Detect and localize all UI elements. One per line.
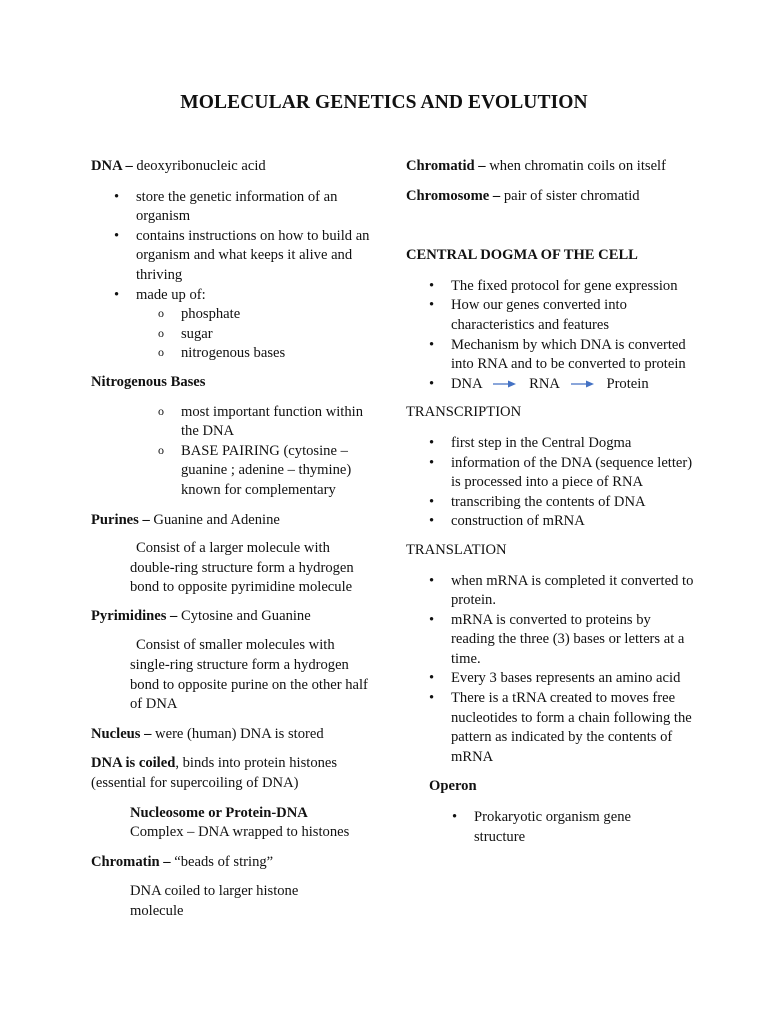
list-item: • transcribing the contents of DNA <box>406 493 696 513</box>
operon-list <box>406 808 696 847</box>
list-item: o phosphate <box>91 305 375 325</box>
list-item: • mRNA is converted to proteins by reading the three (3) bases or letters at a time. <box>406 611 696 670</box>
chromatin-body: DNA coiled to larger histone molecule <box>130 883 299 919</box>
chromatid-definition: Chromatid – when chromatin coils on itself <box>406 158 666 174</box>
transcription-heading: TRANSCRIPTION <box>406 404 522 421</box>
purines-definition: Purines – Guanine and Adenine <box>91 511 280 528</box>
nucleosome-definition: Complex – DNA wrapped to histones <box>130 824 350 841</box>
list-item: • How our genes converted into characteristics and features <box>406 296 696 335</box>
list-item: • Mechanism by which DNA is converted into RNA and to be converted to protein <box>406 336 696 375</box>
operon-heading: Operon <box>429 778 477 795</box>
dna-definition: DNA – deoxyribonucleic acid <box>91 158 266 174</box>
chromosome-definition: Chromosome – pair of sister chromatid <box>406 187 640 204</box>
list-item: • There is a tRNA created to moves free nucleotides to form a chain following the pattern as indicated by the contents of mRNA <box>406 689 696 767</box>
nucleus-definition: Nucleus – were (human) DNA is stored <box>91 725 324 742</box>
translation-heading: TRANSLATION <box>406 541 507 558</box>
list-item: • contains instructions on how to build an organism and what keeps it alive and thriving <box>91 227 375 286</box>
list-item: o nitrogenous bases <box>91 344 375 364</box>
list-item: • store the genetic information of an organism <box>91 188 375 227</box>
page-title: MOLECULAR GENETICS AND EVOLUTION <box>180 92 588 113</box>
nucleosome-term: Nucleosome or Protein-DNA <box>130 804 308 821</box>
flow-protein: Protein <box>606 375 649 392</box>
list-item: • Prokaryotic organism gene structure <box>429 808 696 847</box>
list-item: • information of the DNA (sequence letter) is processed into a piece of RNA <box>406 454 696 493</box>
list-item: o sugar <box>91 325 375 345</box>
list-item: o BASE PAIRING (cytosine – guanine ; adenine – thymine) known for complementary <box>91 442 375 501</box>
list-item: o most important function within the DNA <box>91 403 375 442</box>
dna-coiled-definition: DNA is coiled, binds into protein histones (essential for supercoiling of DNA) <box>91 755 338 792</box>
flow-rna: RNA <box>529 375 560 392</box>
list-item: • first step in the Central Dogma <box>406 434 696 454</box>
central-dogma-heading: CENTRAL DOGMA OF THE CELL <box>406 247 638 264</box>
right-column <box>406 157 696 847</box>
pyrimidines-body: Consist of smaller molecules with single-ring structure form a hydrogen bond to opposite purine on the other half of DNA <box>130 637 368 713</box>
purines-body: Consist of a larger molecule with double-ring structure form a hydrogen bond to opposite pyrimidine molecule <box>130 540 354 596</box>
arrow-right-icon <box>571 379 595 389</box>
transcription-list <box>406 434 696 532</box>
list-item: • construction of mRNA <box>406 512 696 532</box>
arrow-right-icon <box>493 379 517 389</box>
nitrogenous-list <box>91 403 375 501</box>
pyrimidines-definition: Pyrimidines – Cytosine and Guanine <box>91 607 311 624</box>
list-item: • when mRNA is completed it converted to protein. <box>406 572 696 611</box>
list-item: • The fixed protocol for gene expression <box>406 277 696 297</box>
flow-dna: DNA <box>451 375 482 392</box>
chromatin-definition: Chromatin – “beads of string” <box>91 853 274 870</box>
left-column <box>91 157 375 922</box>
dogma-flow <box>406 375 696 395</box>
list-item: • made up of: <box>91 286 375 306</box>
central-dogma-list <box>406 277 696 395</box>
dna-bullet-list <box>91 188 375 364</box>
list-item: • Every 3 bases represents an amino acid <box>406 669 696 689</box>
translation-list <box>406 572 696 768</box>
nitrogenous-bases-heading: Nitrogenous Bases <box>91 373 206 390</box>
